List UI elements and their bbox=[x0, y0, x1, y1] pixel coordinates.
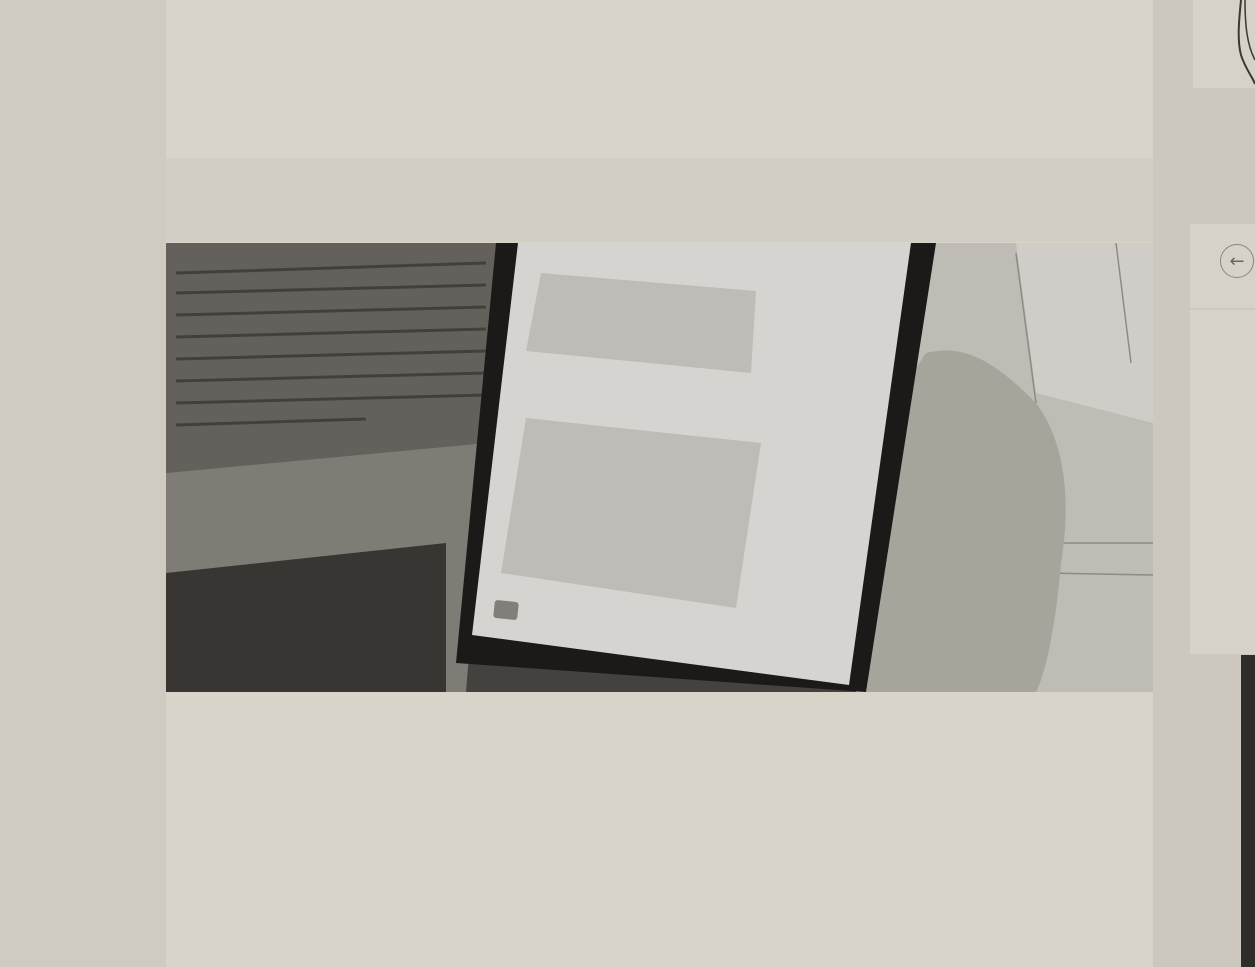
article bbox=[166, 0, 1153, 967]
calendar bbox=[1190, 310, 1255, 654]
arrow-left-icon: ← bbox=[1229, 250, 1245, 272]
sidebar-thumbnail[interactable] bbox=[1193, 0, 1255, 88]
illustration-icon bbox=[1193, 0, 1255, 88]
phone-photo bbox=[166, 243, 1153, 692]
prev-month-button[interactable] bbox=[1220, 244, 1254, 278]
sidebar bbox=[1153, 0, 1255, 967]
article-photo bbox=[166, 243, 1153, 692]
author-bar bbox=[166, 158, 1153, 242]
calendar-nav bbox=[1190, 224, 1255, 308]
sidebar-dark-panel bbox=[1241, 655, 1255, 967]
